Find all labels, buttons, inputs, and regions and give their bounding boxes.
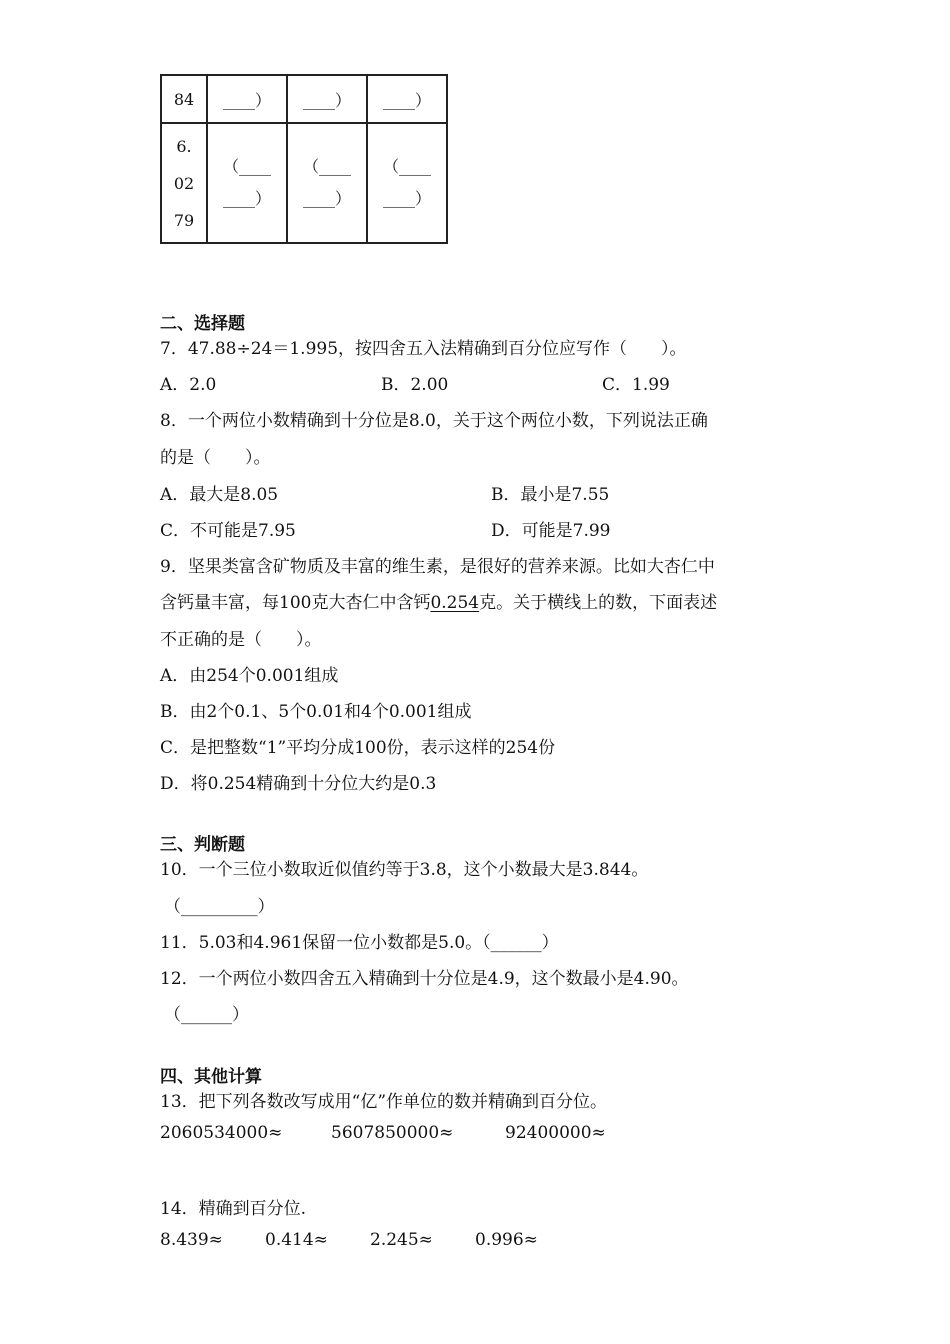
- q9-option-c[interactable]: C．是把整数“1”平均分成100份，表示这样的254份: [160, 738, 556, 758]
- question-14-stem: 14．精确到百分位.: [160, 1199, 307, 1219]
- q8-option-b[interactable]: B．最小是7.55: [491, 485, 610, 505]
- blank-line: ____）: [382, 189, 431, 208]
- q7-option-b[interactable]: B．2.00: [381, 375, 449, 395]
- q13-item[interactable]: 92400000≈: [505, 1123, 606, 1143]
- blank-line: ____）: [222, 189, 271, 208]
- q9-text: 含钙量丰富，每100克大杏仁中含钙: [160, 593, 431, 613]
- question-9-line1: 9．坚果类富含矿物质及丰富的维生素，是很好的营养来源。比如大杏仁中: [160, 557, 715, 577]
- question-8-line2: 的是（ ）。: [160, 448, 271, 468]
- q7-option-a[interactable]: A．2.0: [160, 375, 217, 395]
- table-row-label: 84: [161, 75, 207, 123]
- q9-option-d[interactable]: D．将0.254精确到十分位大约是0.3: [160, 774, 437, 794]
- answer-table: [160, 74, 448, 244]
- q12-answer-blank[interactable]: （______）: [164, 1005, 249, 1025]
- question-12-stem: 12．一个两位小数四舍五入精确到十分位是4.9，这个数最小是4.90。: [160, 969, 689, 989]
- answer-blank[interactable]: ____）: [207, 75, 287, 123]
- blank-line: ____）: [302, 189, 351, 208]
- question-9-line3: 不正确的是（ ）。: [160, 630, 322, 650]
- q7-option-c[interactable]: C．1.99: [602, 375, 670, 395]
- answer-blank[interactable]: ____）: [287, 75, 367, 123]
- question-13-stem: 13．把下列各数改写成用“亿”作单位的数并精确到百分位。: [160, 1092, 608, 1112]
- section-heading-other: 四、其他计算: [160, 1067, 262, 1087]
- q14-item[interactable]: 2.245≈: [370, 1230, 433, 1250]
- answer-blank[interactable]: [207, 123, 287, 243]
- label-line: 02: [173, 173, 195, 193]
- blank-line: （____: [302, 157, 351, 176]
- q9-underlined-number: 0.254: [430, 593, 480, 613]
- question-9-line2: [160, 588, 717, 613]
- label-line: 79: [173, 210, 195, 230]
- q9-text: 克。关于横线上的数，下面表述: [479, 593, 718, 613]
- blank-line: （____: [222, 157, 271, 176]
- q8-option-a[interactable]: A．最大是8.05: [160, 485, 279, 505]
- q8-option-d[interactable]: D．可能是7.99: [491, 521, 611, 541]
- q9-option-a[interactable]: A．由254个0.001组成: [160, 666, 339, 686]
- question-7-stem: 7．47.88÷24＝1.995，按四舍五入法精确到百分位应写作（ ）。: [160, 339, 687, 359]
- question-10-stem: 10．一个三位小数取近似值约等于3.8，这个小数最大是3.844。: [160, 860, 649, 880]
- answer-blank[interactable]: [367, 123, 447, 243]
- q14-item[interactable]: 0.414≈: [265, 1230, 328, 1250]
- question-8-line1: 8．一个两位小数精确到十分位是8.0，关于这个两位小数，下列说法正确: [160, 411, 708, 431]
- section-heading-judge: 三、判断题: [160, 835, 245, 855]
- question-11-stem[interactable]: 11．5.03和4.961保留一位小数都是5.0。（______）: [160, 933, 559, 953]
- label-line: 6.: [176, 136, 192, 156]
- section-heading-choice: 二、选择题: [160, 314, 245, 334]
- table-row: [161, 75, 447, 123]
- q9-option-b[interactable]: B．由2个0.1、5个0.01和4个0.001组成: [160, 702, 472, 722]
- q14-item[interactable]: 8.439≈: [160, 1230, 223, 1250]
- table-row-label: [161, 123, 207, 243]
- q8-option-c[interactable]: C．不可能是7.95: [160, 521, 296, 541]
- q10-answer-blank[interactable]: （_________）: [164, 897, 275, 917]
- blank-line: （____: [382, 157, 431, 176]
- table-row: [161, 123, 447, 243]
- answer-blank[interactable]: [287, 123, 367, 243]
- q14-item[interactable]: 0.996≈: [475, 1230, 538, 1250]
- answer-blank[interactable]: ____）: [367, 75, 447, 123]
- q13-item[interactable]: 5607850000≈: [331, 1123, 454, 1143]
- q13-item[interactable]: 2060534000≈: [160, 1123, 283, 1143]
